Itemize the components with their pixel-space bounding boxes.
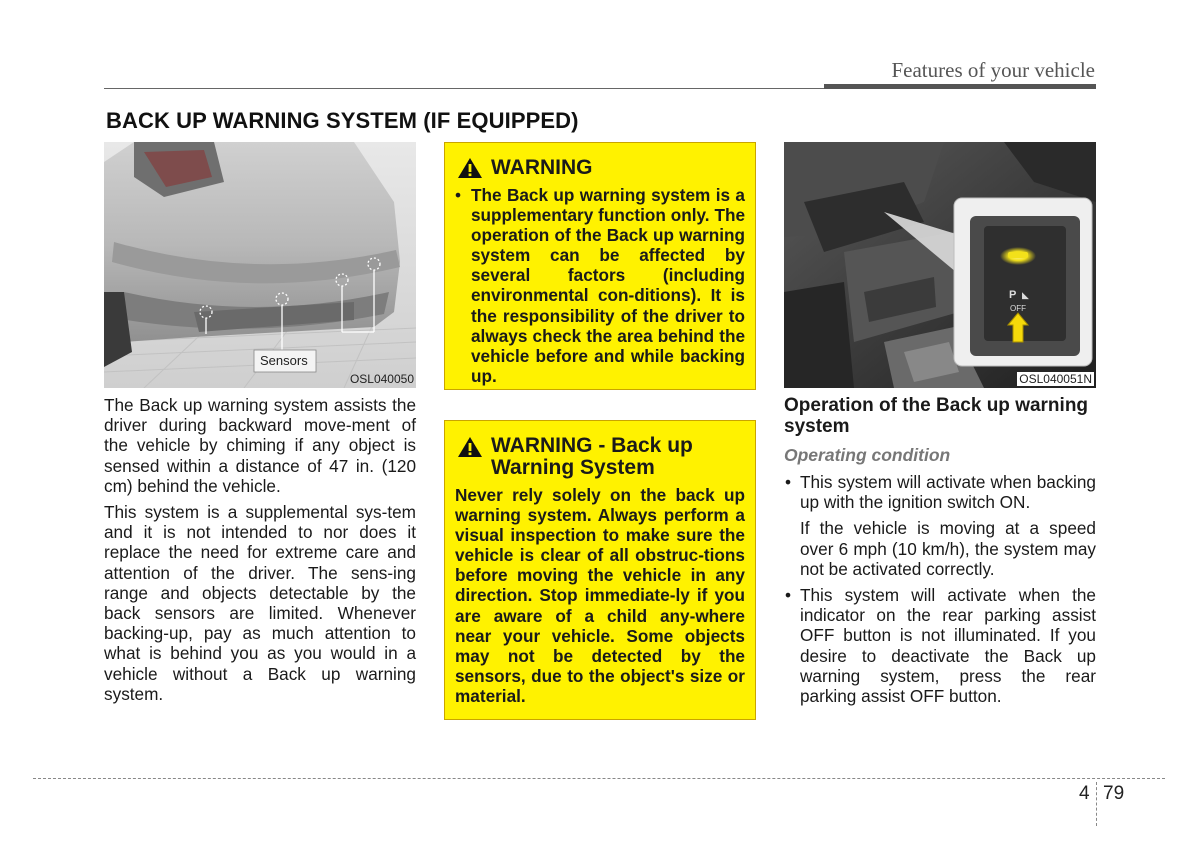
parking-p-icon: P [1009, 289, 1017, 301]
header-rule [104, 88, 824, 89]
running-header: Features of your vehicle [891, 58, 1095, 82]
warning-title-line1: WARNING - Back up [491, 434, 693, 457]
warning-title: WARNING [491, 156, 593, 179]
header-rule-accent [824, 84, 1096, 89]
page-number: 79 [1103, 783, 1125, 804]
left-body-text [104, 395, 416, 710]
rear-bumper-sensors-image [104, 142, 416, 388]
warning-triangle-icon [457, 157, 483, 179]
warning-title-line2: Warning System [491, 456, 655, 479]
paragraph: The Back up warning system assists the driver during backward move-ment of the vehicle by chiming if any object is sensed within a distance of 47 in. (120 cm) behind the vehicle. [104, 395, 416, 496]
chapter-number: 4 [1079, 783, 1090, 804]
parking-assist-button-image [784, 142, 1096, 388]
paragraph: This system is a supplemental sys-tem and it is not intended to nor does it replace the need for extreme care and attention of the driver. The sens-ing range and objects detectable by the back sensors are limited. Whenever backing-up, pay as much attention to what is behind you as you would in a vehicle without a Back up warning system. [104, 502, 416, 704]
image-code: OSL040050 [349, 372, 414, 386]
speed-note: If the vehicle is moving at a speed over 6 mph (10 km/h), the system may not be activated correctly. [800, 518, 1096, 579]
image-code: OSL040051N [1019, 372, 1092, 386]
bullet: • [455, 185, 462, 205]
footer-divider [1096, 782, 1097, 826]
warning-box-supplementary [444, 142, 756, 390]
warning-text: Never rely solely on the back up warning system. Always perform a visual inspection to make sure the vehicle is clear of all obstruc-tions before moving the vehicle in any direction. Stop immediate-ly if you are aware of a child any-where near your vehicle. Some objects may not be detected by the sensors, due to the object's size or material. [455, 485, 745, 706]
operating-condition-list [784, 472, 1096, 712]
bullet: • [785, 472, 792, 492]
footer-rule [33, 778, 1165, 779]
warning-box-visual-inspection [444, 420, 756, 720]
warning-triangle-icon [457, 436, 483, 458]
operation-heading: Operation of the Back up warning system [784, 395, 1089, 437]
sensors-label: Sensors [260, 353, 308, 368]
warning-heading [457, 435, 693, 479]
warning-text: The Back up warning system is a supplementary function only. The operation of the Back up warning system can be affected by several factors (including environmental con-ditions). It is the responsibility of the driver to always check the area behind the vehicle before and while backing up. [471, 185, 745, 386]
warning-body [455, 185, 745, 386]
operating-condition-subheading: Operating condition [784, 445, 951, 465]
warning-heading [457, 156, 593, 180]
list-item: • This system will activate when backing up with the ignition switch ON. [785, 472, 1096, 513]
list-item: • This system will activate when the indicator on the rear parking assist OFF button is not illuminated. If you desire to deactivate the Back up warning system, press the rear parking assist OFF button. [785, 585, 1096, 707]
section-title: BACK UP WARNING SYSTEM (IF EQUIPPED) [106, 108, 579, 133]
bullet: • [785, 585, 792, 606]
sensor-wave-icon: ◣ [1022, 290, 1029, 300]
off-label: OFF [1010, 304, 1026, 313]
